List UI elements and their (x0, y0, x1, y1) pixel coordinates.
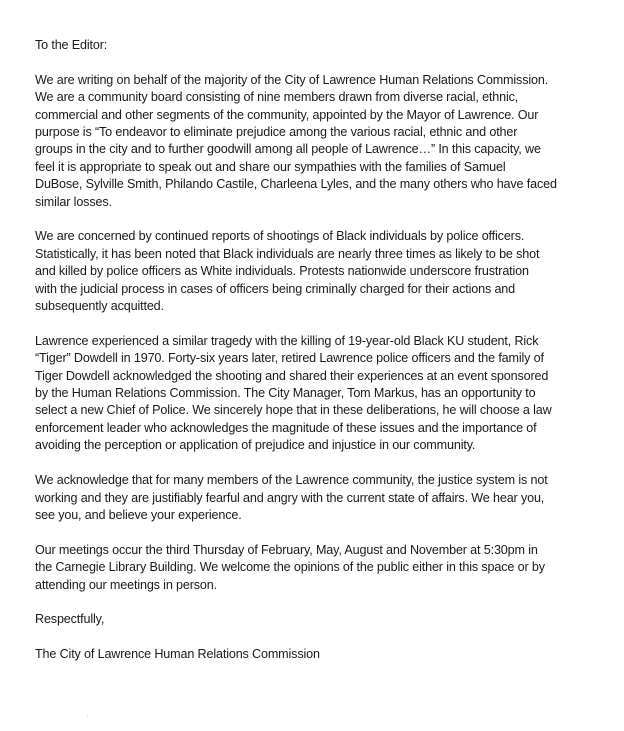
paragraph-intro (35, 72, 610, 211)
text-line: attending our meetings in person. (35, 577, 217, 592)
text-line: Lawrence experienced a similar tragedy with the killing of 19-year-old Black KU student, Rick (35, 333, 539, 348)
paragraph-acknowledge (35, 472, 610, 524)
text-line: feel it is appropriate to speak out and share our sympathies with the families of Samuel (35, 159, 506, 174)
text-line: see you, and believe your experience. (35, 507, 242, 522)
text-line: with the judicial process in cases of officers being criminally charged for their actions and (35, 281, 516, 296)
text-line: by the Human Relations Commission. The City Manager, Tom Markus, has an opportunity to (35, 386, 536, 401)
text-line: working and they are justifiably fearful and angry with the current state of affairs. We hear you, (35, 490, 545, 505)
letter-document (35, 37, 610, 681)
text-line: subsequently acquitted. (35, 299, 164, 314)
text-line: similar losses. (35, 194, 112, 209)
text-line: enforcement leader who acknowledges the magnitude of these issues and the importance of (35, 420, 537, 435)
text-line: Statistically, it has been noted that Black individuals are nearly three times as likely to be shot (35, 246, 540, 261)
closing-text: Respectfully, (35, 612, 105, 627)
scan-speck (87, 716, 88, 717)
salutation-text: To the Editor: (35, 38, 108, 52)
text-line: the Carnegie Library Building. We welcome the opinions of the public either in this space or by (35, 560, 545, 575)
closing (35, 611, 610, 628)
text-line: Our meetings occur the third Thursday of February, May, August and November at 5:30pm in (35, 542, 538, 557)
text-line: commercial and other segments of the community, appointed by the Mayor of Lawrence. Our (35, 107, 539, 122)
text-line: We acknowledge that for many members of the Lawrence community, the justice system is not (35, 473, 548, 488)
text-line: purpose is “To endeavor to eliminate prejudice among the various racial, ethnic and other (35, 125, 518, 140)
text-line: “Tiger” Dowdell in 1970. Forty-six years later, retired Lawrence police officers and the family of (35, 351, 544, 366)
salutation (35, 37, 610, 54)
text-line: and killed by police officers as White individuals. Protests nationwide underscore frustration (35, 264, 529, 279)
signature (35, 646, 610, 663)
text-line: We are writing on behalf of the majority of the City of Lawrence Human Relations Commission. (35, 72, 549, 87)
text-line: DuBose, Sylville Smith, Philando Castile, Charleena Lyles, and the many others who have faced (35, 177, 557, 192)
text-line: select a new Chief of Police. We sincerely hope that in these deliberations, he will choose a law (35, 403, 552, 418)
text-line: Tiger Dowdell acknowledged the shooting and shared their experiences at an event sponsored (35, 368, 549, 383)
text-line: We are a community board consisting of nine members drawn from diverse racial, ethnic, (35, 90, 519, 105)
text-line: We are concerned by continued reports of shootings of Black individuals by police officers. (35, 229, 525, 244)
text-line: avoiding the perception or application of prejudice and injustice in our community. (35, 438, 476, 453)
text-line: groups in the city and to further goodwill among all people of Lawrence…” In this capacity, we (35, 142, 541, 157)
signature-text: The City of Lawrence Human Relations Commission (35, 647, 320, 662)
paragraph-meetings (35, 542, 610, 594)
paragraph-concern (35, 228, 610, 315)
paragraph-history (35, 333, 610, 455)
